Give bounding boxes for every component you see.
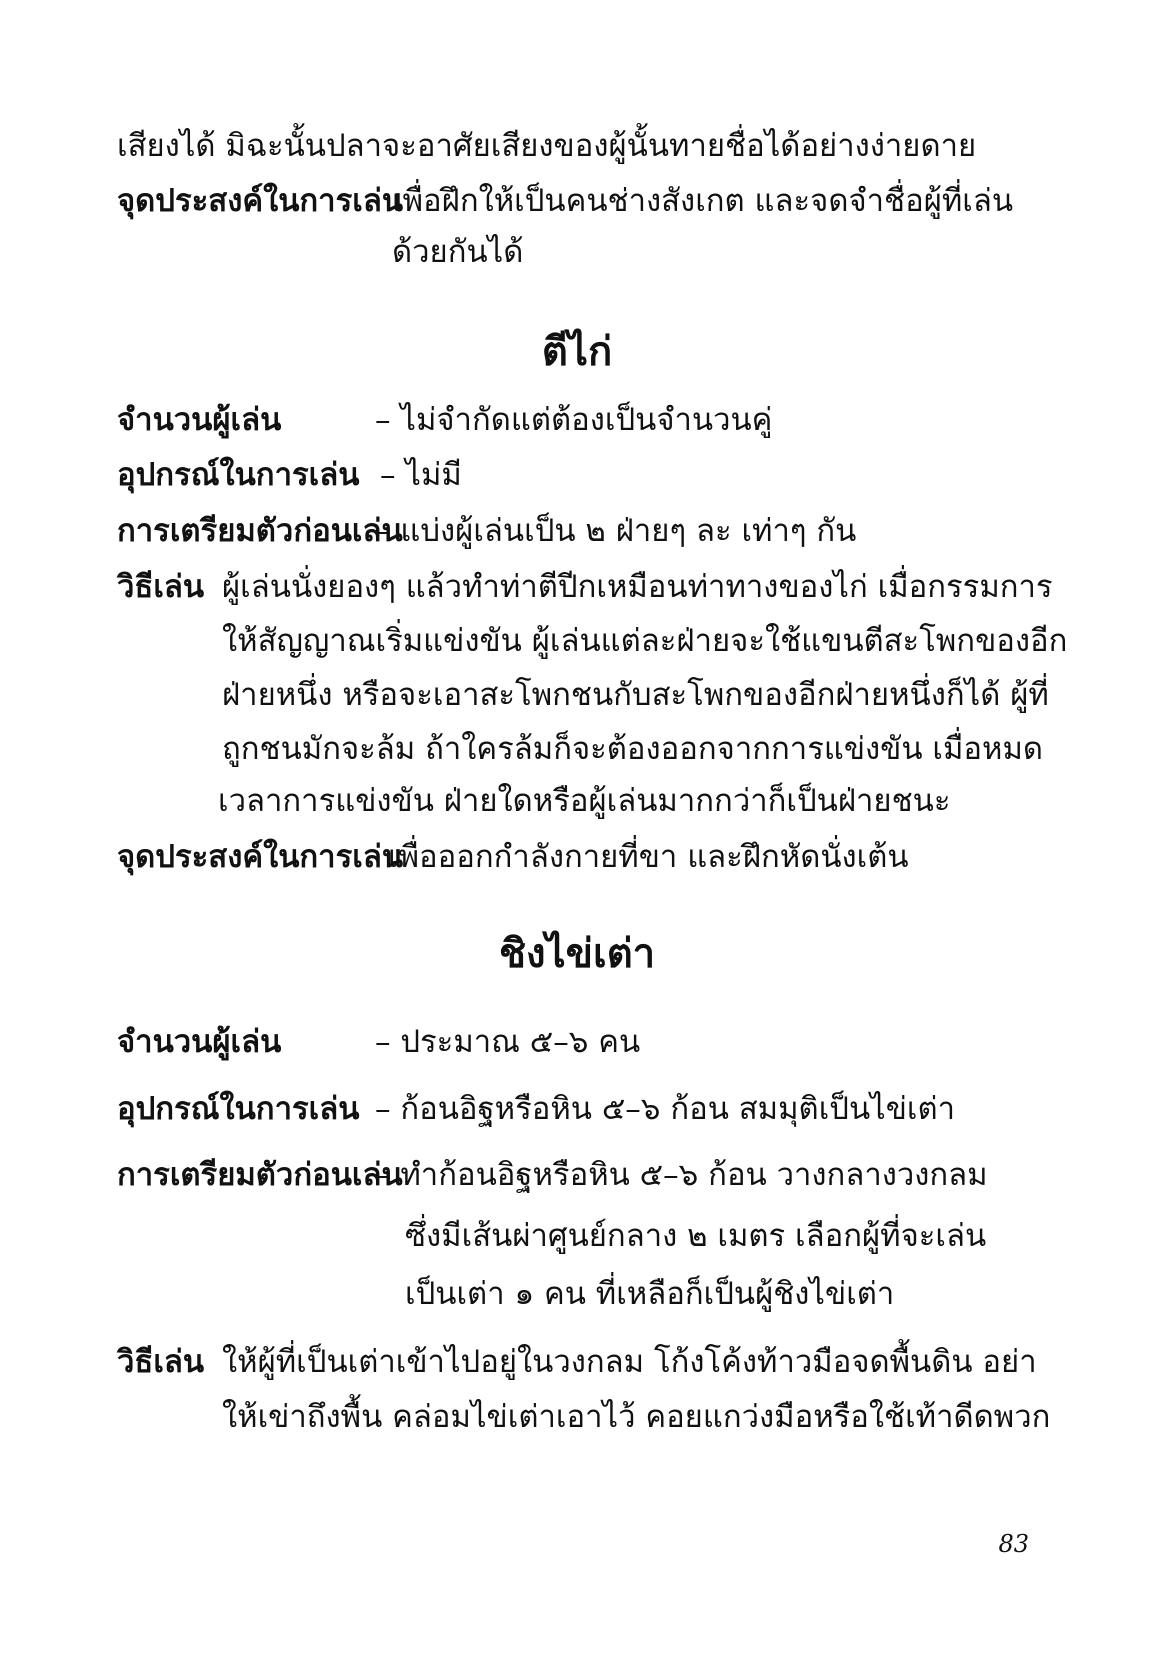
section-title-game2: ชิงไข่เต่า [498, 930, 656, 977]
prep-label: การเตรียมตัวก่อนเล่น [117, 513, 403, 549]
method-label: วิธีเล่น [117, 569, 205, 605]
page-number: 83 [998, 1530, 1029, 1558]
purpose-value: เพื่อออกกำลังกายที่ขา และฝึกหัดนั่งเต้น [388, 839, 909, 875]
equipment-label: อุปกรณ์ในการเล่น [117, 457, 360, 493]
players-label: จำนวนผู้เล่น [117, 402, 282, 438]
prep-label: การเตรียมตัวก่อนเล่น [117, 1157, 403, 1193]
method-line: เวลาการแข่งขัน ฝ่ายใดหรือผู้เล่นมากกว่าก็เป็นฝ่ายชนะ [218, 783, 951, 819]
intro-purpose-text-cont: ด้วยกันได้ [392, 234, 524, 270]
prep-line: ซึ่งมีเส้นผ่าศูนย์กลาง ๒ เมตร เลือกผู้ที่จะเล่น [405, 1218, 987, 1254]
equipment-value: – ไม่มี [380, 457, 462, 493]
prep-line: – ทำก้อนอิฐหรือหิน ๕–๖ ก้อน วางกลางวงกลม [375, 1157, 988, 1193]
intro-purpose-label: จุดประสงค์ในการเล่น [117, 183, 404, 219]
purpose-label: จุดประสงค์ในการเล่น [117, 839, 404, 875]
equipment-value: – ก้อนอิฐหรือหิน ๕–๖ ก้อน สมมุติเป็นไข่เต่า [375, 1091, 956, 1127]
players-value: – ประมาณ ๕–๖ คน [375, 1024, 641, 1060]
equipment-label: อุปกรณ์ในการเล่น [117, 1091, 360, 1127]
method-line: ฝ่ายหนึ่ง หรือจะเอาสะโพกชนกับสะโพกของอีกฝ่ายหนึ่งก็ได้ ผู้ที่ [222, 677, 1049, 713]
method-line: ถูกชนมักจะล้ม ถ้าใครล้มก็จะต้องออกจากการแข่งขัน เมื่อหมด [222, 731, 1044, 767]
players-label: จำนวนผู้เล่น [117, 1024, 282, 1060]
prep-value: – แบ่งผู้เล่นเป็น ๒ ฝ่ายๆ ละ เท่าๆ กัน [375, 513, 857, 549]
method-line: ผู้เล่นนั่งยองๆ แล้วทำท่าตีปีกเหมือนท่าทางของไก่ เมื่อกรรมการ [222, 569, 1053, 605]
method-line: ให้ผู้ที่เป็นเต่าเข้าไปอยู่ในวงกลม โก้งโค้งท้าวมือจดพื้นดิน อย่า [222, 1344, 1037, 1380]
intro-purpose-text: เพื่อฝึกให้เป็นคนช่างสังเกต และจดจำชื่อผู้ที่เล่น [392, 183, 1014, 219]
method-line: ให้เข่าถึงพื้น คล่อมไข่เต่าเอาไว้ คอยแกว่งมือหรือใช้เท้าดีดพวก [222, 1399, 1051, 1435]
method-line: ให้สัญญาณเริ่มแข่งขัน ผู้เล่นแต่ละฝ่ายจะใช้แขนตีสะโพกของอีก [222, 623, 1068, 659]
players-value: – ไม่จำกัดแต่ต้องเป็นจำนวนคู่ [375, 402, 773, 438]
prep-line: เป็นเต่า ๑ คน ที่เหลือก็เป็นผู้ชิงไข่เต่า [405, 1276, 895, 1312]
intro-line: เสียงได้ มิฉะนั้นปลาจะอาศัยเสียงของผู้นั้นทายชื่อได้อย่างง่ายดาย [117, 128, 977, 164]
section-title-game1: ตีไก่ [541, 328, 613, 375]
method-label: วิธีเล่น [117, 1344, 205, 1380]
